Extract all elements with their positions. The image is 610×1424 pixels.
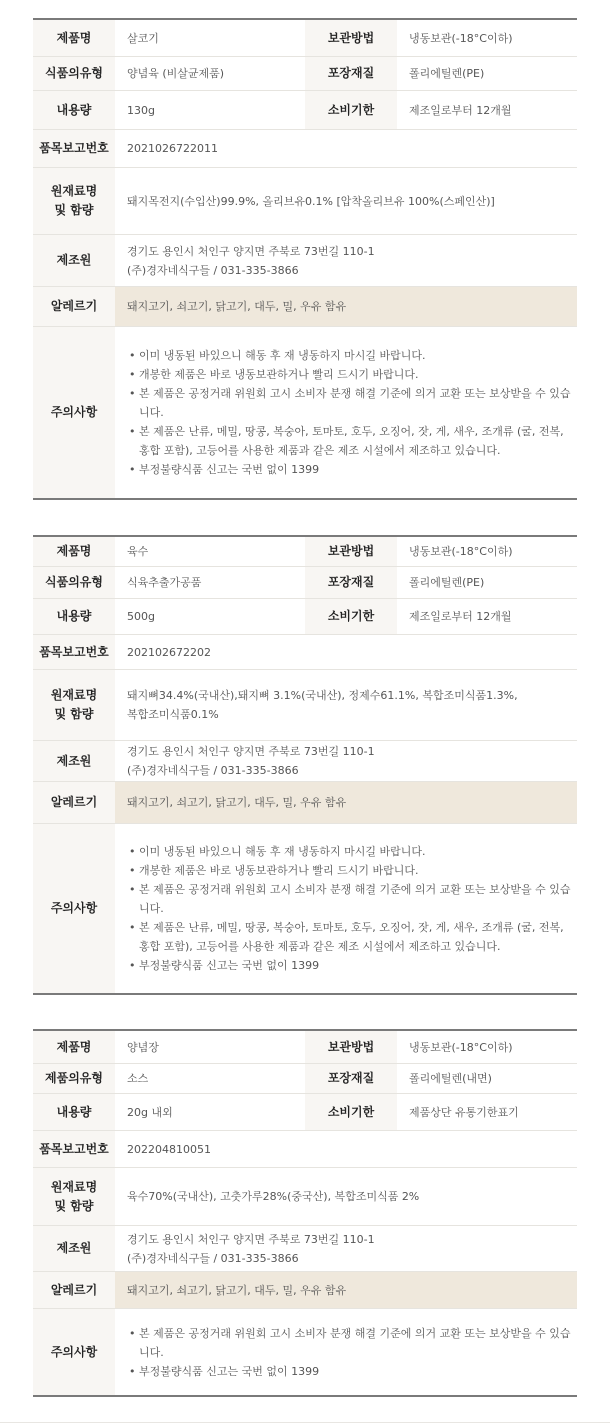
caution-list [127, 842, 577, 975]
ingredients-value [115, 670, 577, 740]
maker-value [115, 235, 577, 286]
maker-address: 경기도 용인시 처인구 양지면 주북로 73번길 110-1 [127, 1232, 375, 1246]
table-row [33, 91, 577, 130]
table-row [33, 824, 577, 993]
caution-value [115, 327, 577, 498]
row-header: 내용량 [33, 91, 115, 129]
table-row [33, 1094, 577, 1131]
list-item: • 이미 냉동된 바있으니 해동 후 재 냉동하지 마시길 바랍니다. [127, 842, 577, 861]
row-header: 내용량 [33, 1094, 115, 1130]
divider [0, 1422, 610, 1423]
report-number-value: 202102672202 [127, 645, 211, 659]
row-header: 제조원 [33, 1226, 115, 1271]
row-header: 제조원 [33, 235, 115, 286]
row-header: 품목보고번호 [33, 635, 115, 669]
storage-value: 냉동보관(-18°C이하) [409, 31, 513, 45]
expiry-value: 제조일로부터 12개월 [409, 610, 512, 623]
allergy-value: 돼지고기, 쇠고기, 닭고기, 대두, 밀, 우유 함유 [115, 287, 577, 326]
row-header: 포장재질 [305, 567, 397, 598]
table-row [33, 599, 577, 635]
table-row [33, 670, 577, 741]
row-header [33, 670, 115, 740]
row-header: 주의사항 [33, 824, 115, 993]
row-header: 식품의유형 [33, 567, 115, 598]
expiry-value: 제품상단 유통기한표기 [409, 1105, 519, 1119]
row-header: 소비기한 [305, 91, 397, 129]
row-header: 제품의유형 [33, 1064, 115, 1093]
list-item: • 이미 냉동된 바있으니 해동 후 재 냉동하지 마시길 바랍니다. [127, 346, 577, 365]
ingredients-line-1: 육수70%(국내산), 고춧가루28%(중국산), 복합조미식품 2% [127, 1190, 420, 1203]
expiry-value: 제조일로부터 12개월 [409, 103, 512, 117]
type-value: 소스 [127, 1072, 149, 1085]
maker-address: 경기도 용인시 처인구 양지면 주북로 73번길 110-1 [127, 745, 375, 758]
ingredients-line-2: 복합조미식품0.1% [127, 708, 219, 721]
type-value: 양념육 (비살균제품) [127, 67, 225, 80]
product-name-value: 살코기 [127, 31, 159, 45]
table-row [33, 130, 577, 168]
table-row [33, 1064, 577, 1094]
ingredients-value [115, 168, 577, 234]
maker-contact: (주)경자네식구들 / 031-335-3866 [127, 764, 299, 777]
maker-address: 경기도 용인시 처인구 양지면 주북로 73번길 110-1 [127, 244, 375, 258]
list-item: • 본 제품은 공정거래 위원회 고시 소비자 분쟁 해결 기준에 의거 교환 또는 보상받을 수 있습니다. [127, 880, 577, 918]
caution-list [127, 1324, 577, 1381]
ingredients-value [115, 1168, 577, 1225]
table-row [33, 168, 577, 235]
maker-value [115, 1226, 577, 1271]
maker-contact: (주)경자네식구들 / 031-335-3866 [127, 263, 299, 277]
table-row [33, 1309, 577, 1395]
caution-value [115, 824, 577, 993]
list-item: • 부정불량식품 신고는 국번 없이 1399 [127, 460, 577, 479]
ingredients-line-1: 돼지뼈34.4%(국내산),돼지뼈 3.1%(국내산), 정제수61.1%, 복합조미식품1.3%, [127, 689, 518, 702]
ingredients-label-line-2: 및 함량 [54, 707, 94, 721]
report-number-value: 2021026722011 [127, 142, 218, 155]
row-header: 보관방법 [305, 1031, 397, 1063]
row-header [33, 168, 115, 234]
product-info-table-2 [33, 535, 577, 995]
packaging-value: 폴리에틸렌(PE) [409, 67, 485, 80]
row-header: 제조원 [33, 741, 115, 781]
packaging-value: 폴리에틸렌(내면) [409, 1072, 492, 1085]
maker-value [115, 741, 577, 781]
row-header: 알레르기 [33, 1272, 115, 1308]
allergy-value: 돼지고기, 쇠고기, 닭고기, 대두, 밀, 우유 함유 [115, 782, 577, 823]
table-row [33, 287, 577, 327]
ingredients-label-line-1: 원재료명 [50, 184, 98, 198]
table-row [33, 1131, 577, 1168]
table-row [33, 1272, 577, 1309]
list-item: • 부정불량식품 신고는 국번 없이 1399 [127, 1362, 577, 1381]
row-header: 주의사항 [33, 327, 115, 498]
table-row [33, 1226, 577, 1272]
packaging-value: 폴리에틸렌(PE) [409, 576, 485, 589]
type-value: 식육추출가공품 [127, 576, 202, 589]
ingredients-label-line-1: 원재료명 [50, 1179, 98, 1194]
table-row [33, 235, 577, 287]
list-item: • 개봉한 제품은 바로 냉동보관하거나 빨리 드시기 바랍니다. [127, 365, 577, 384]
table-row [33, 537, 577, 567]
caution-value [115, 1309, 577, 1395]
row-header: 제품명 [33, 1031, 115, 1063]
row-header: 보관방법 [305, 20, 397, 56]
ingredients-label-line-2: 및 함량 [54, 1198, 94, 1213]
row-header: 제품명 [33, 537, 115, 566]
table-row [33, 1031, 577, 1064]
row-header: 포장재질 [305, 57, 397, 90]
table-row [33, 20, 577, 57]
volume-value: 130g [127, 103, 155, 117]
list-item: • 본 제품은 난류, 메밀, 땅콩, 복숭아, 토마토, 호두, 오징어, 잣, 게, 새우, 조개류 (굴, 전복, 홍합 포함), 고등어를 사용한 제품과 같은 제조 시설에서 제조하고 있습니다. [127, 918, 577, 956]
row-header: 식품의유형 [33, 57, 115, 90]
product-info-table-1 [33, 18, 577, 500]
table-row [33, 567, 577, 599]
row-header: 알레르기 [33, 782, 115, 823]
row-header: 주의사항 [33, 1309, 115, 1395]
maker-contact: (주)경자네식구들 / 031-335-3866 [127, 1251, 299, 1265]
volume-value: 20g 내외 [127, 1105, 173, 1119]
volume-value: 500g [127, 610, 155, 623]
caution-list [127, 346, 577, 479]
row-header: 알레르기 [33, 287, 115, 326]
list-item: • 개봉한 제품은 바로 냉동보관하거나 빨리 드시기 바랍니다. [127, 861, 577, 880]
table-row [33, 782, 577, 824]
table-row [33, 635, 577, 670]
row-header: 내용량 [33, 599, 115, 634]
ingredients-label-line-2: 및 함량 [54, 203, 94, 217]
row-header: 품목보고번호 [33, 130, 115, 167]
ingredients-line-1: 돼지목전지(수입산)99.9%, 올리브유0.1% [압착올리브유 100%(스페인산)] [127, 194, 495, 208]
row-header: 소비기한 [305, 1094, 397, 1130]
product-name-value: 육수 [127, 545, 149, 558]
table-row [33, 741, 577, 782]
row-header: 제품명 [33, 20, 115, 56]
product-name-value: 양념장 [127, 1040, 159, 1054]
list-item: • 본 제품은 공정거래 위원회 고시 소비자 분쟁 해결 기준에 의거 교환 또는 보상받을 수 있습니다. [127, 384, 577, 422]
ingredients-label-line-1: 원재료명 [50, 688, 98, 702]
row-header: 보관방법 [305, 537, 397, 566]
report-number-value: 202204810051 [127, 1142, 211, 1156]
row-header: 포장재질 [305, 1064, 397, 1093]
row-header: 소비기한 [305, 599, 397, 634]
row-header [33, 1168, 115, 1225]
allergy-value: 돼지고기, 쇠고기, 닭고기, 대두, 밀, 우유 함유 [115, 1272, 577, 1308]
storage-value: 냉동보관(-18°C이하) [409, 1040, 513, 1054]
list-item: • 본 제품은 난류, 메밀, 땅콩, 복숭아, 토마토, 호두, 오징어, 잣, 게, 새우, 조개류 (굴, 전복, 홍합 포함), 고등어를 사용한 제품과 같은 제조 시설에서 제조하고 있습니다. [127, 422, 577, 460]
row-header: 품목보고번호 [33, 1131, 115, 1167]
table-row [33, 1168, 577, 1226]
table-row [33, 327, 577, 498]
list-item: • 부정불량식품 신고는 국번 없이 1399 [127, 956, 577, 975]
table-row [33, 57, 577, 91]
product-info-table-3 [33, 1029, 577, 1397]
list-item: • 본 제품은 공정거래 위원회 고시 소비자 분쟁 해결 기준에 의거 교환 또는 보상받을 수 있습니다. [127, 1324, 577, 1362]
storage-value: 냉동보관(-18°C이하) [409, 545, 513, 558]
